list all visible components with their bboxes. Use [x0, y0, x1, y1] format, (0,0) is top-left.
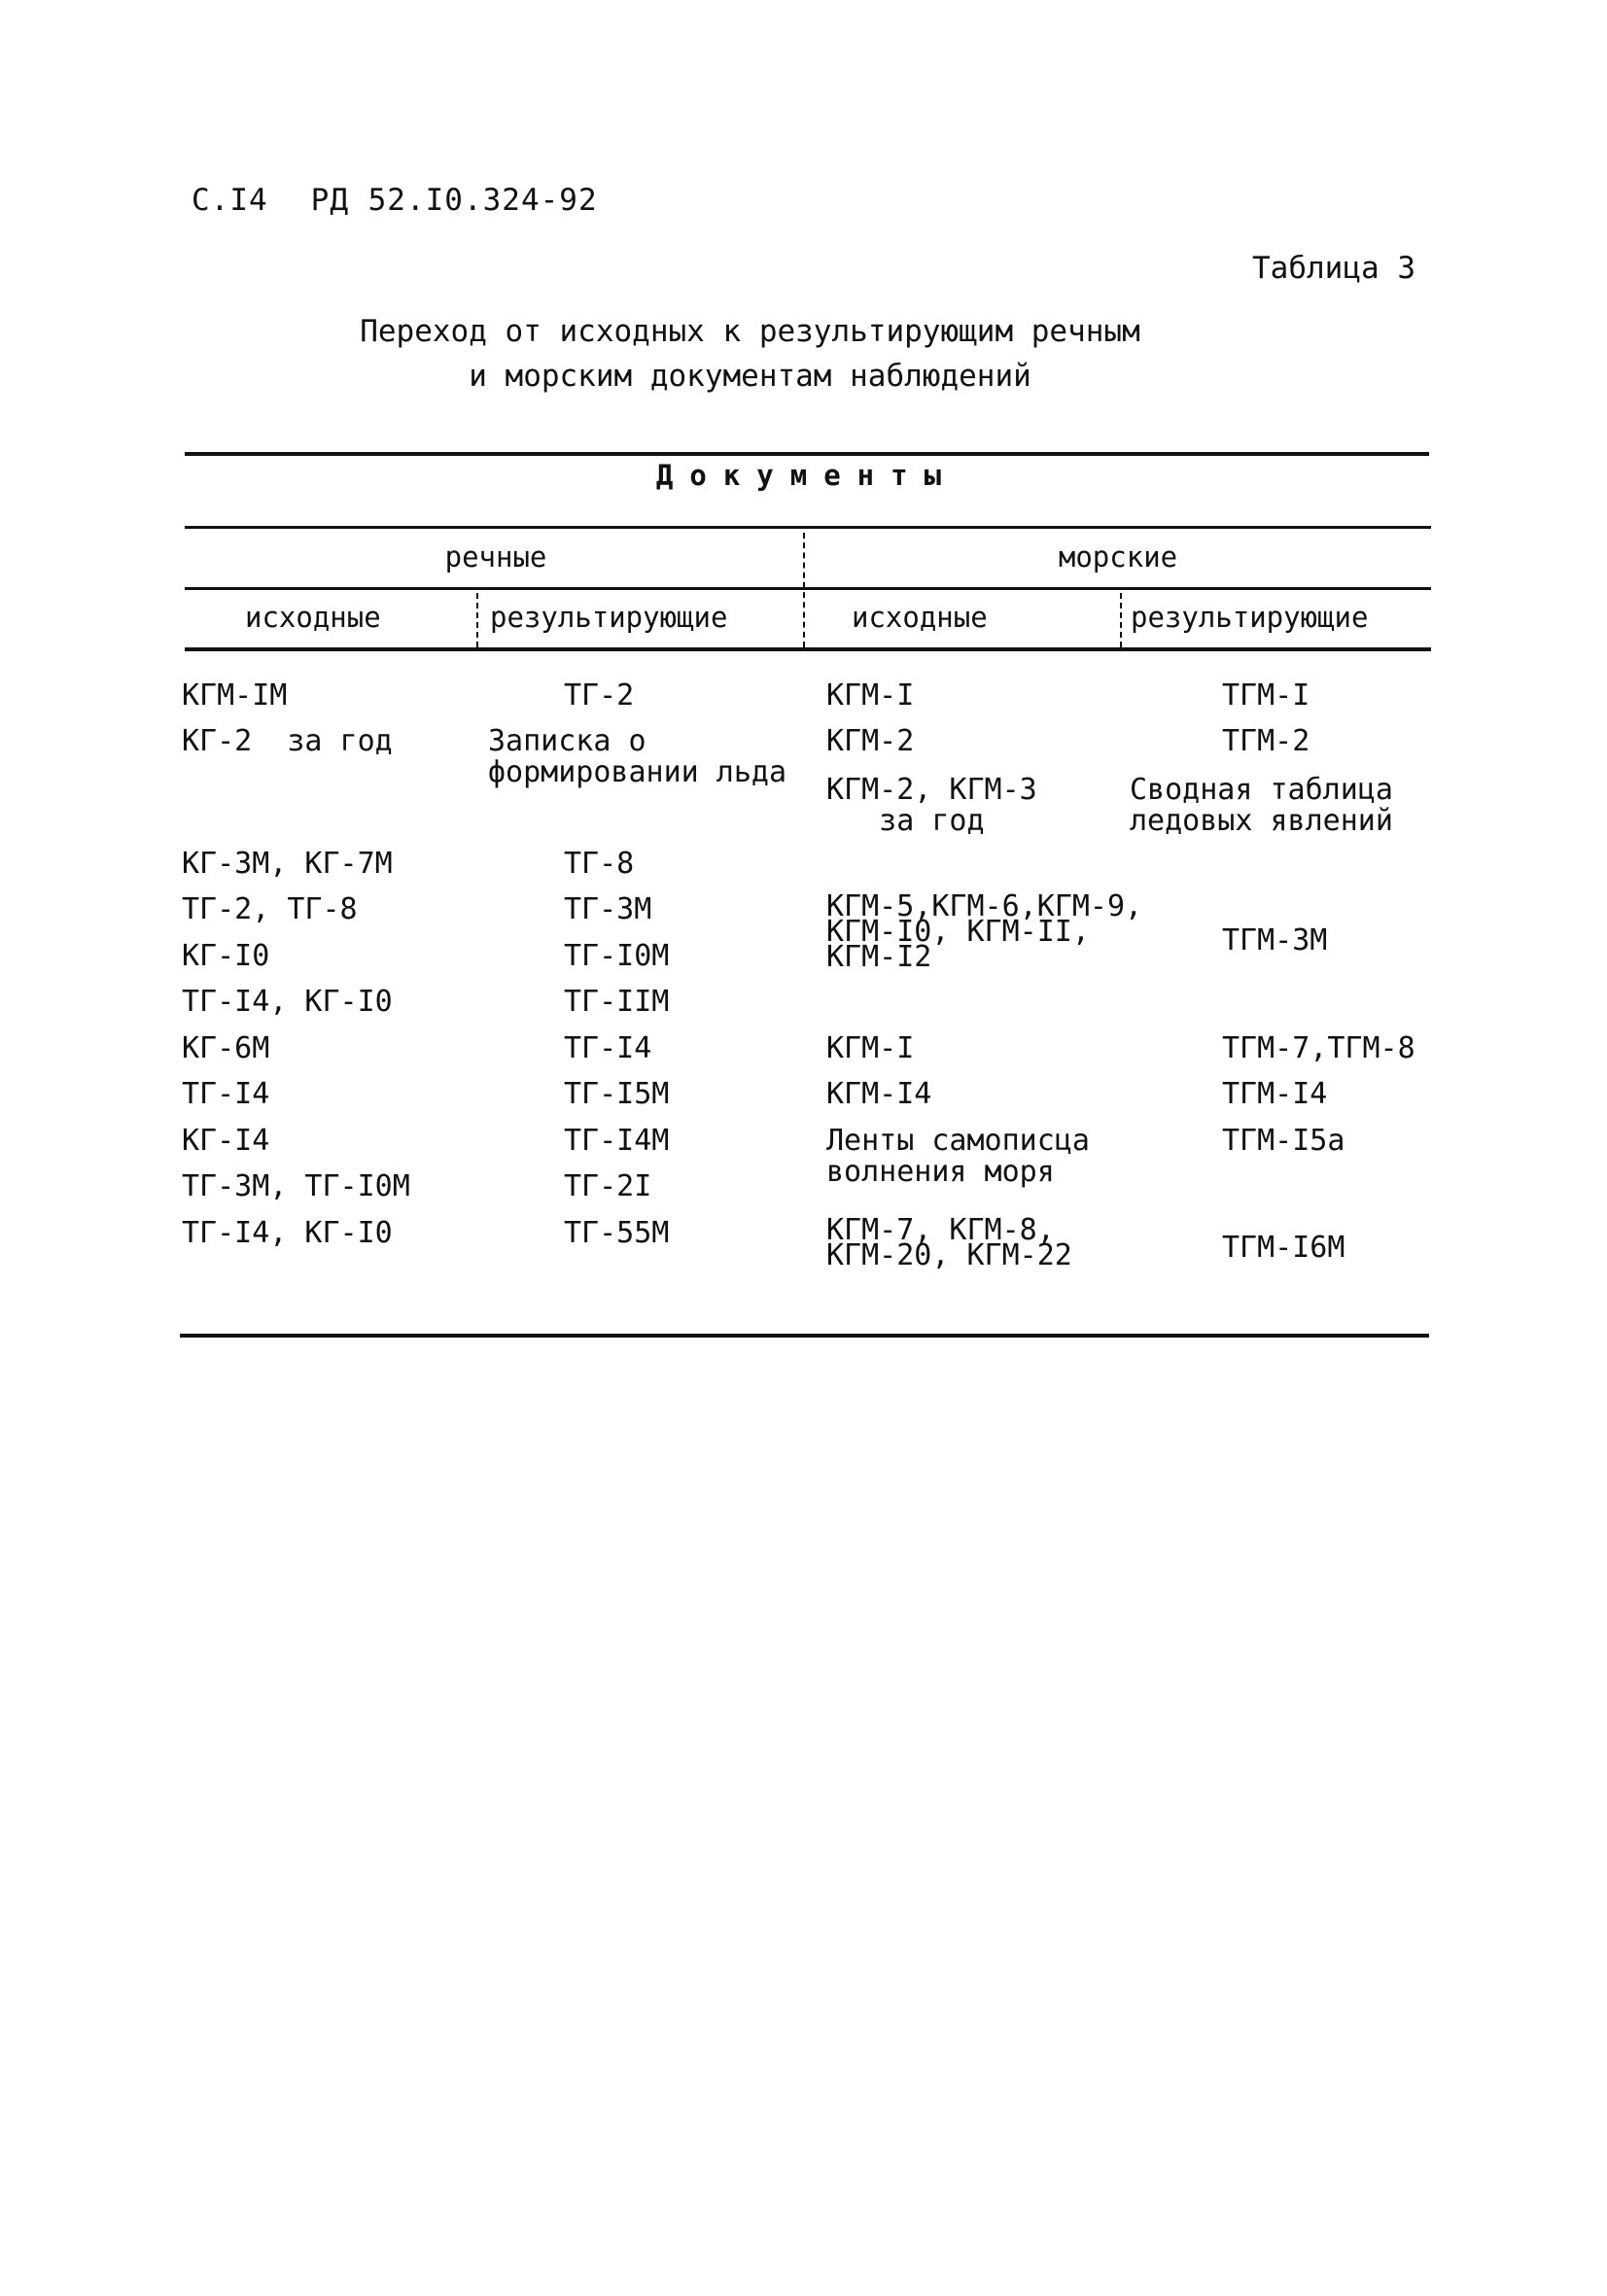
river-result-cell: ТГ-I5М: [564, 1077, 670, 1111]
page-number: С.I4: [192, 183, 268, 218]
subheader-sea-source: исходные: [852, 601, 988, 634]
sea-source-cell: КГМ-I4: [826, 1077, 932, 1111]
sub-header-rule: [185, 647, 1431, 651]
river-source-cell: ТГ-I4, КГ-I0: [182, 1216, 393, 1250]
sea-result-cell: ТГМ-I4: [1222, 1077, 1328, 1111]
river-source-cell: ТГ-I4, КГ-I0: [182, 985, 393, 1019]
header-sea: морские: [1058, 540, 1178, 574]
river-result-cell: ТГ-I0М: [564, 939, 670, 973]
subheader-river-source: исходные: [245, 601, 381, 634]
river-result-cell: ТГ-IIМ: [564, 985, 670, 1019]
sea-result-cell: ТГМ-I5а: [1222, 1124, 1345, 1158]
sea-source-cell: КГМ-2, КГМ-3 за год: [826, 773, 1037, 838]
sea-result-cell: ТГМ-3М: [1222, 923, 1328, 957]
table-title: [0, 309, 1607, 399]
sea-result-cell: ТГМ-2: [1222, 724, 1310, 758]
subheader-sea-result: результирующие: [1131, 601, 1369, 634]
group-header-documents: Документы: [655, 459, 959, 492]
river-source-cell: КГ-I4: [182, 1124, 270, 1158]
table-bottom-rule: [180, 1334, 1429, 1338]
river-sea-header-rule: [185, 587, 1431, 590]
header-river: речные: [444, 540, 547, 574]
river-result-cell: ТГ-2I: [564, 1169, 652, 1203]
river-source-cell: ТГ-3М, ТГ-I0М: [182, 1169, 410, 1203]
river-source-cell: ТГ-I4: [182, 1077, 270, 1111]
river-result-cell: ТГ-55М: [564, 1216, 670, 1250]
sea-source-cell: Ленты самописца волнения моря: [826, 1124, 1090, 1189]
group-header-rule: [185, 526, 1431, 529]
river-result-cell: ТГ-3М: [564, 892, 652, 926]
sea-result-cell: Сводная таблица ледовых явлений: [1130, 773, 1393, 838]
river-source-cell: КГ-I0: [182, 939, 270, 973]
river-source-cell: КГ-2 за год: [182, 724, 393, 758]
river-result-cell: ТГ-8: [564, 847, 635, 881]
sea-source-cell: КГМ-I: [826, 1031, 915, 1065]
river-result-cell: ТГ-I4: [564, 1031, 652, 1065]
sea-result-cell: ТГМ-I6М: [1222, 1231, 1345, 1265]
document-code: РД 52.I0.324-92: [310, 183, 598, 218]
sea-source-cell: КГМ-2: [826, 724, 915, 758]
table-title-line-2: и морским документам наблюдений: [469, 359, 1031, 394]
sea-result-cell: ТГМ-I: [1222, 678, 1310, 713]
river-source-cell: КГ-3М, КГ-7М: [182, 847, 393, 881]
sea-source-cell: КГМ-7, КГМ-8, КГМ-20, КГМ-22: [826, 1213, 1072, 1272]
river-result-cell: Записка о формировании льда: [488, 724, 787, 789]
river-subcolumn-divider: [476, 593, 478, 647]
table-title-line-1: Переход от исходных к результирующим речным: [360, 314, 1140, 349]
river-result-cell: ТГ-I4М: [564, 1124, 670, 1158]
river-source-cell: КГ-6М: [182, 1031, 270, 1065]
subheader-river-result: результирующие: [490, 601, 728, 634]
river-result-cell: ТГ-2: [564, 678, 635, 713]
table-top-rule: [185, 452, 1429, 456]
river-source-cell: КГМ-IМ: [182, 678, 288, 713]
sea-source-cell: КГМ-5,КГМ-6,КГМ-9, КГМ-I0, КГМ-II, КГМ-I2: [826, 889, 1143, 974]
sea-source-cell: КГМ-I: [826, 678, 915, 713]
sea-result-cell: ТГМ-7,ТГМ-8: [1222, 1031, 1415, 1065]
page-header: [192, 183, 598, 218]
river-source-cell: ТГ-2, ТГ-8: [182, 892, 358, 926]
sea-subcolumn-divider: [1120, 593, 1122, 647]
table-number: Таблица 3: [1252, 251, 1415, 286]
